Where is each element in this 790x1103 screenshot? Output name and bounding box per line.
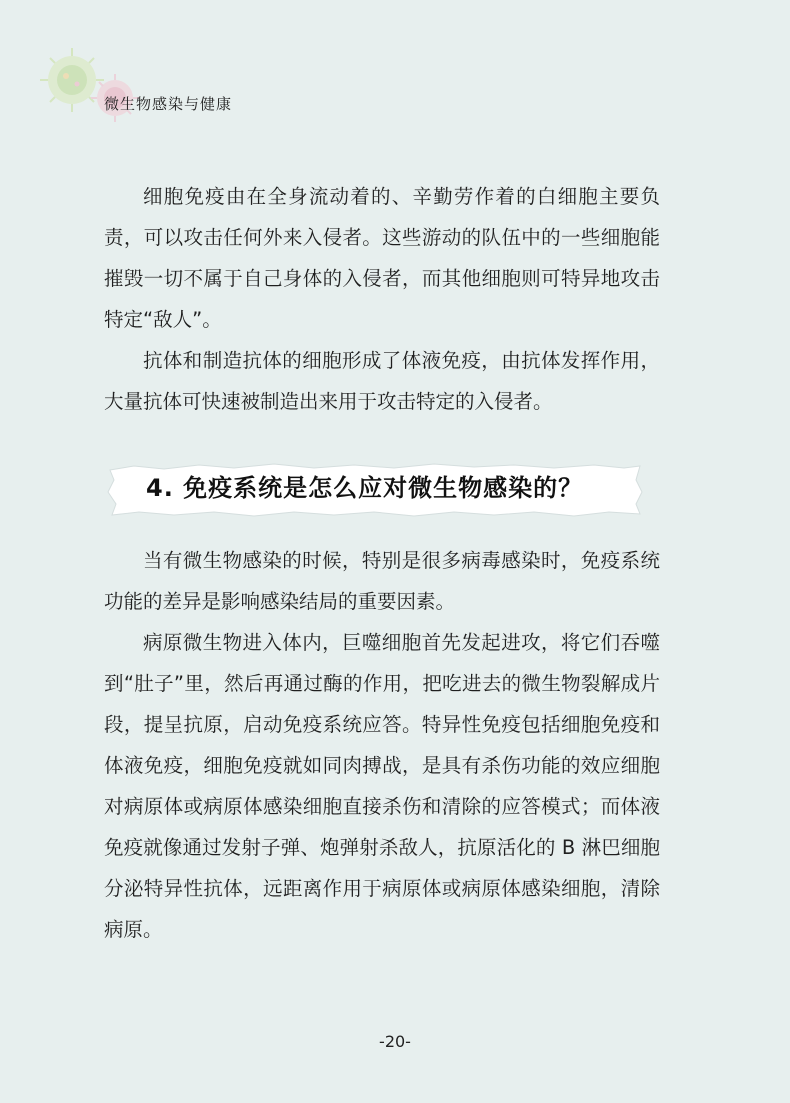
running-header-title: 微生物感染与健康 [104, 95, 233, 113]
body-text-top [104, 176, 660, 422]
paragraph: 当有微生物感染的时候，特别是很多病毒感染时，免疫系统功能的差异是影响感染结局的重要因素。 [104, 549, 660, 613]
virus-illustration-icon [30, 40, 150, 130]
paragraph: 细胞免疫由在全身流动着的、辛勤劳作着的白细胞主要负责，可以攻击任何外来入侵者。这些游动的队伍中的一些细胞能摧毁一切不属于自己身体的入侵者，而其他细胞则可特异地攻击特定“敌人”。 [104, 185, 660, 331]
section-heading-banner [104, 460, 644, 520]
body-text-bottom [104, 540, 660, 950]
page-number: -20- [379, 1032, 411, 1051]
paragraph: 病原微生物进入体内，巨噬细胞首先发起进攻，将它们吞噬到“肚子”里，然后再通过酶的作用，把吃进去的微生物裂解成片段，提呈抗原，启动免疫系统应答。特异性免疫包括细胞免疫和体液免疫，细胞免疫就如同肉搏战，是具有杀伤功能的效应细胞对病原体或病原体感染细胞直接杀伤和清除的应答模式；而体液免疫就像通过发射子弹、炮弹射杀敌人，抗原活化的 B 淋巴细胞分泌特异性抗体，远距离作用于病原体或病原体感染细胞，清除病原。 [104, 631, 660, 941]
paragraph: 抗体和制造抗体的细胞形成了体液免疫，由抗体发挥作用，大量抗体可快速被制造出来用于攻击特定的入侵者。 [104, 349, 660, 413]
section-heading: 4. 免疫系统是怎么应对微生物感染的？ [146, 474, 584, 502]
